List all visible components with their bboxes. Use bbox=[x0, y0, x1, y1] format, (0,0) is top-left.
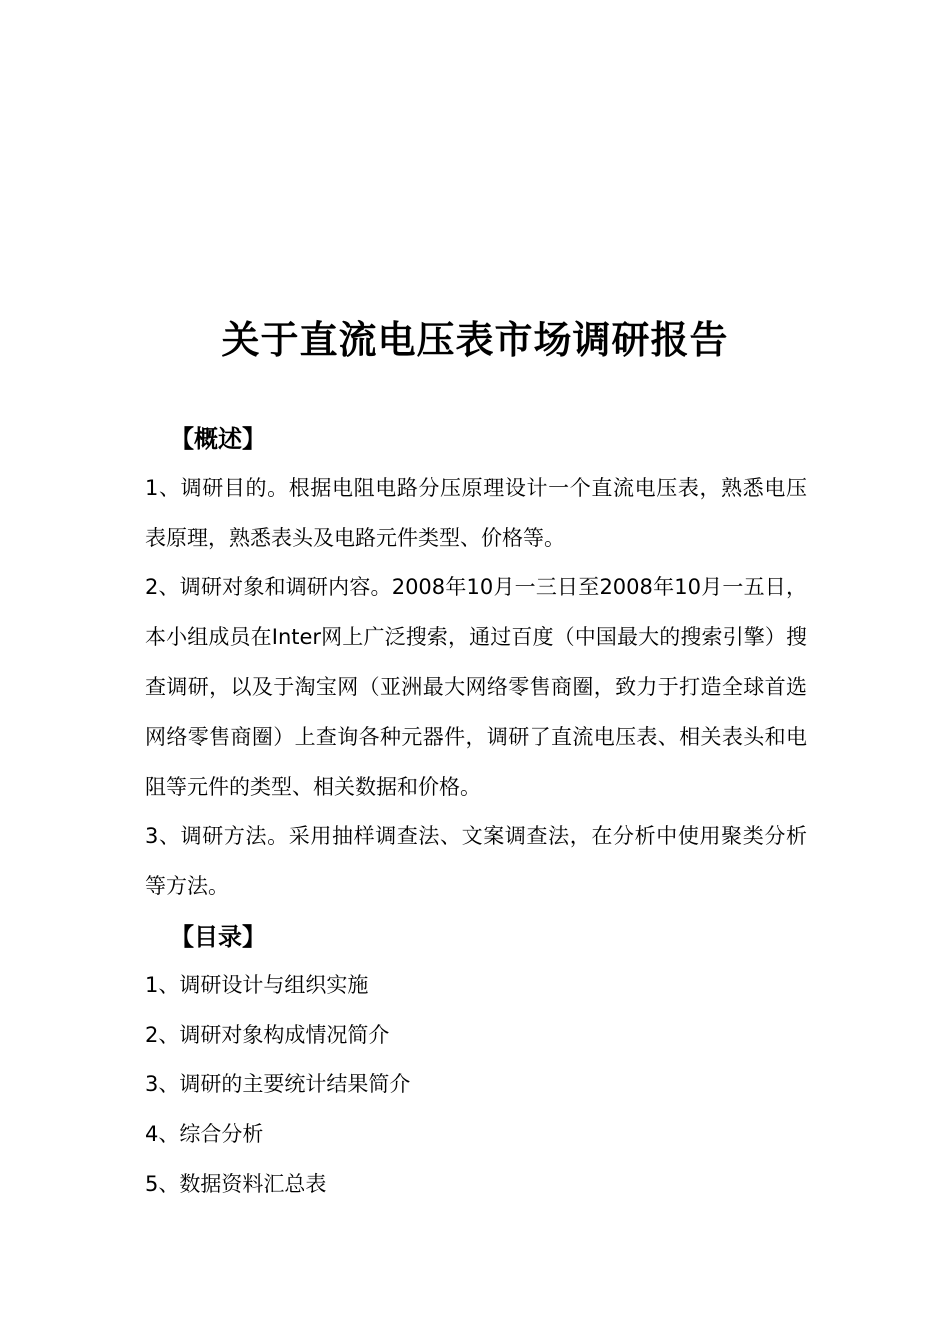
toc-item: 4、综合分析 bbox=[145, 1122, 264, 1146]
overview-paragraph-method: 3、调研方法。采用抽样调查法、文案调查法，在分析中使用聚类分析等方法。 bbox=[145, 824, 807, 898]
toc-item: 2、调研对象构成情况简介 bbox=[145, 1023, 390, 1047]
toc-item: 5、数据资料汇总表 bbox=[145, 1172, 327, 1196]
overview-paragraph-purpose: 1、调研目的。根据电阻电路分压原理设计一个直流电压表，熟悉电压表原理，熟悉表头及电路元件类型、价格等。 bbox=[145, 476, 807, 550]
toc-heading: 【目录】 bbox=[170, 923, 266, 951]
overview-heading: 【概述】 bbox=[170, 425, 266, 453]
toc-item: 1、调研设计与组织实施 bbox=[145, 973, 369, 997]
toc-item: 3、调研的主要统计结果简介 bbox=[145, 1072, 411, 1096]
overview-paragraph-subject: 2、调研对象和调研内容。2008年10月一三日至2008年10月一五日，本小组成员在Inter网上广泛搜索，通过百度（中国最大的搜索引擎）搜查调研，以及于淘宝网（亚洲最大网络零售商圈，致力于打造全球首选网络零售商圈）上查询各种元器件，调研了直流电压表、相关表头和电阻等元件的类型、相关数据和价格。 bbox=[145, 575, 807, 799]
document-title: 关于直流电压表市场调研报告 bbox=[221, 318, 729, 362]
